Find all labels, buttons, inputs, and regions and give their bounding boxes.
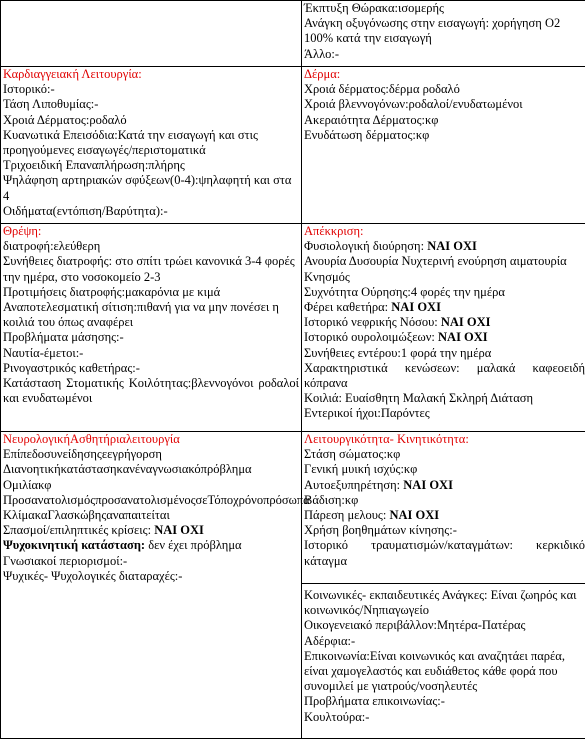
family-environment-line: Οικογενειακό περιβάλλον:Μητέρα-Πατέρας — [304, 618, 585, 633]
field-label: Ψυχοκινητική κατάσταση: — [3, 538, 145, 552]
catheter-line — [304, 300, 585, 315]
normal-urination-line — [304, 239, 585, 254]
pulse-palpation-line: Ψηλάφηση αρτηριακών σφύξεων(0-4):ψηλαφητή και στα 4 — [3, 173, 299, 203]
eating-habits-line: Συνήθειες διατροφής: στο σπίτι τρώει κανονικά 3-4 φορές την ημέρα, στο νοσοκομείο 2-3 — [3, 254, 299, 284]
table-row — [1, 224, 585, 432]
cyanotic-episodes-line: Κυανωτικά Επεισόδια:Κατά την εισαγωγή και στις προηγούμενες εισαγωγές/περιστοματικά — [3, 128, 299, 158]
injury-history-line: Ιστορικό τραυματισμών/καταγμάτων: κερκιδικό κάταγμα — [304, 538, 585, 568]
cognitive-limits-line: Γνωσιακοί περιορισμοί:- — [3, 554, 299, 569]
breathing-cell — [302, 1, 585, 67]
skin-color-line: Χροιά δέρματος:δέρμα ροδαλό — [304, 82, 585, 97]
glasgow-scale-line: ΚλίμακαΓλασκώβηςαναπαιτείται — [3, 508, 299, 523]
yes-no-options: ΝΑΙ ΟΧΙ — [391, 300, 441, 314]
skin-hydration-line: Ενυδάτωση δέρματος:κφ — [304, 128, 585, 143]
table-row — [1, 432, 585, 584]
self-care-line — [304, 478, 585, 493]
abdomen-line: Κοιλιά: Ευαίσθητη Μαλακή Σκληρή Διάταση — [304, 391, 585, 406]
section-heading: Θρέψη: — [3, 224, 299, 239]
section-heading: Απέκκριση: — [304, 224, 585, 239]
nausea-line: Ναυτία-έμετοι:- — [3, 346, 299, 361]
orientation-line: ΠροσανατολισμόςπροσανατολισμένοςσεΤόποχρόνοπρόσωπα — [3, 493, 299, 508]
field-label: Αυτοεξυπηρέτηση: — [304, 478, 403, 492]
yes-no-options: ΝΑΙ ΟΧΙ — [427, 239, 477, 253]
yes-no-options: ΝΑΙ ΟΧΙ — [154, 523, 204, 537]
siblings-line: Αδέρφια:- — [304, 634, 585, 649]
communication-line: Επικοινωνία:Είναι κοινωνικός και αναζητάει παρέα, είναι χαμογελαστός και ευδιάθετος κάθε φορά που συνομιλεί με γιατρούς/νοσηλευτές — [304, 649, 585, 695]
seizures-line — [3, 523, 299, 538]
syncope-line: Τάση Λιποθυμίας:- — [3, 97, 299, 112]
elimination-cell — [302, 224, 585, 432]
social-needs-line: Κοινωνικές- εκπαιδευτικές Ανάγκες: Είναι ζωηρός και κοινωνικός/Νηπιαγωγείο — [304, 588, 585, 618]
food-preferences-line: Προτιμήσεις διατροφής:μακαρόνια με κιμά — [3, 285, 299, 300]
skin-color-line: Χροιά Δέρματος:ροδαλό — [3, 113, 299, 128]
skin-cell — [302, 67, 585, 224]
mobility-aids-line: Χρήση βοηθημάτων κίνησης:- — [304, 523, 585, 538]
field-label: Ιστορικό ουρολοιμώξεων: — [304, 330, 438, 344]
posture-line: Στάση σώματος:κφ — [304, 447, 585, 462]
bowel-habits-line: Συνήθειες εντέρου:1 φορά την ημέρα — [304, 346, 585, 361]
yes-no-options: ΝΑΙ ΟΧΙ — [438, 330, 488, 344]
field-label: Πάρεση μελους: — [304, 508, 389, 522]
section-heading: ΝευρολογικήΑσθητήριαλειτουργία — [3, 432, 299, 447]
field-label: Φέρει καθετήρα: — [304, 300, 391, 314]
section-heading: Λειτουργικότητα- Κινητικότητα: — [304, 432, 585, 447]
culture-line: Κουλτούρα:- — [304, 710, 585, 725]
ng-tube-line: Ρινογαστρικός καθετήρας:- — [3, 361, 299, 376]
field-label: Ιστορικό νεφρικής Νόσου: — [304, 315, 441, 329]
section-heading: Δέρμα: — [304, 67, 585, 82]
capillary-refill-line: Τριχοειδική Επαναπλήρωση:πλήρης — [3, 158, 299, 173]
skin-integrity-line: Ακεραιότητα Δέρματος:κφ — [304, 113, 585, 128]
yes-no-options: ΝΑΙ ΟΧΙ — [403, 478, 453, 492]
table-row — [1, 1, 585, 67]
history-line: Ιστορικό:- — [3, 82, 299, 97]
empty-cell — [1, 1, 302, 67]
mucosa-color-line: Χροιά βλεννογόνων:ροδαλοί/ενυδατωμένοι — [304, 97, 585, 112]
social-cell — [302, 584, 585, 739]
communication-problems-line: Προβλήματα επικοινωνίας:- — [304, 694, 585, 709]
oral-cavity-line: Κατάσταση Στοματικής Κοιλότητας:βλεννογόνοι ροδαλοί και ενυδατωμένοι — [3, 376, 299, 406]
consciousness-line: Επίπεδοσυνείδησηςεεγρήγορση — [3, 447, 299, 462]
field-label: Φυσιολογική διούρηση: — [304, 239, 427, 253]
field-label: Σπασμοί/επιληπτικές κρίσεις: — [3, 523, 154, 537]
edema-line: Οιδήματα(εντόπιση/Βαρύτητα):- — [3, 204, 299, 219]
chewing-problems-line: Προβλήματα μάσησης:- — [3, 330, 299, 345]
mental-status-line: Διανοητικήκατάστασηκανέναγνωσιακόπρόβλημα — [3, 462, 299, 477]
other-line: Άλλο:- — [304, 47, 585, 62]
renal-history-line — [304, 315, 585, 330]
walking-line: Βάδιση:κφ — [304, 493, 585, 508]
field-value: δεν έχει πρόβλημα — [145, 538, 241, 552]
oxygenation-line: Ανάγκη οξυγόνωσης στην εισαγωγή: χορήγηση Ο2 100% κατά την εισαγωγή — [304, 16, 585, 46]
neurological-cell — [1, 432, 302, 739]
stool-characteristics-line: Χαρακτηριστικά κενώσεων: μαλακά καφεοειδή κόπρανα — [304, 361, 585, 391]
psychomotor-line — [3, 538, 299, 553]
limb-paresis-line — [304, 508, 585, 523]
uti-history-line — [304, 330, 585, 345]
yes-no-options: ΝΑΙ ΟΧΙ — [441, 315, 491, 329]
diet-line: διατροφή:ελεύθερη — [3, 239, 299, 254]
chest-expansion-line: Έκπτυξη Θώρακα:ισομερής — [304, 1, 585, 16]
yes-no-options: ΝΑΙ ΟΧΙ — [389, 508, 439, 522]
speech-line: Ομιλίακφ — [3, 478, 299, 493]
urinary-symptoms-line: Ανουρία Δυσουρία Νυχτερινή ενούρηση αιματουρία Κνησμός — [304, 254, 585, 284]
section-heading: Καρδιαγγειακή Λειτουργία: — [3, 67, 299, 82]
table-row — [1, 67, 585, 224]
muscle-strength-line: Γενική μυική ισχύς:κφ — [304, 462, 585, 477]
ineffective-feeding-line: Αναποτελεσματική σίτιση:πιθανή για να μην πονέσει η κοιλιά του όπως αναφέρει — [3, 300, 299, 330]
psych-disorders-line: Ψυχικές- Ψυχολογικές διαταραχές:- — [3, 569, 299, 584]
urination-frequency-line: Συχνότητα Ούρησης:4 φορές την ημέρα — [304, 285, 585, 300]
cardiovascular-cell — [1, 67, 302, 224]
nutrition-cell — [1, 224, 302, 432]
bowel-sounds-line: Εντερικοί ήχοι:Παρόντες — [304, 406, 585, 421]
mobility-cell — [302, 432, 585, 584]
